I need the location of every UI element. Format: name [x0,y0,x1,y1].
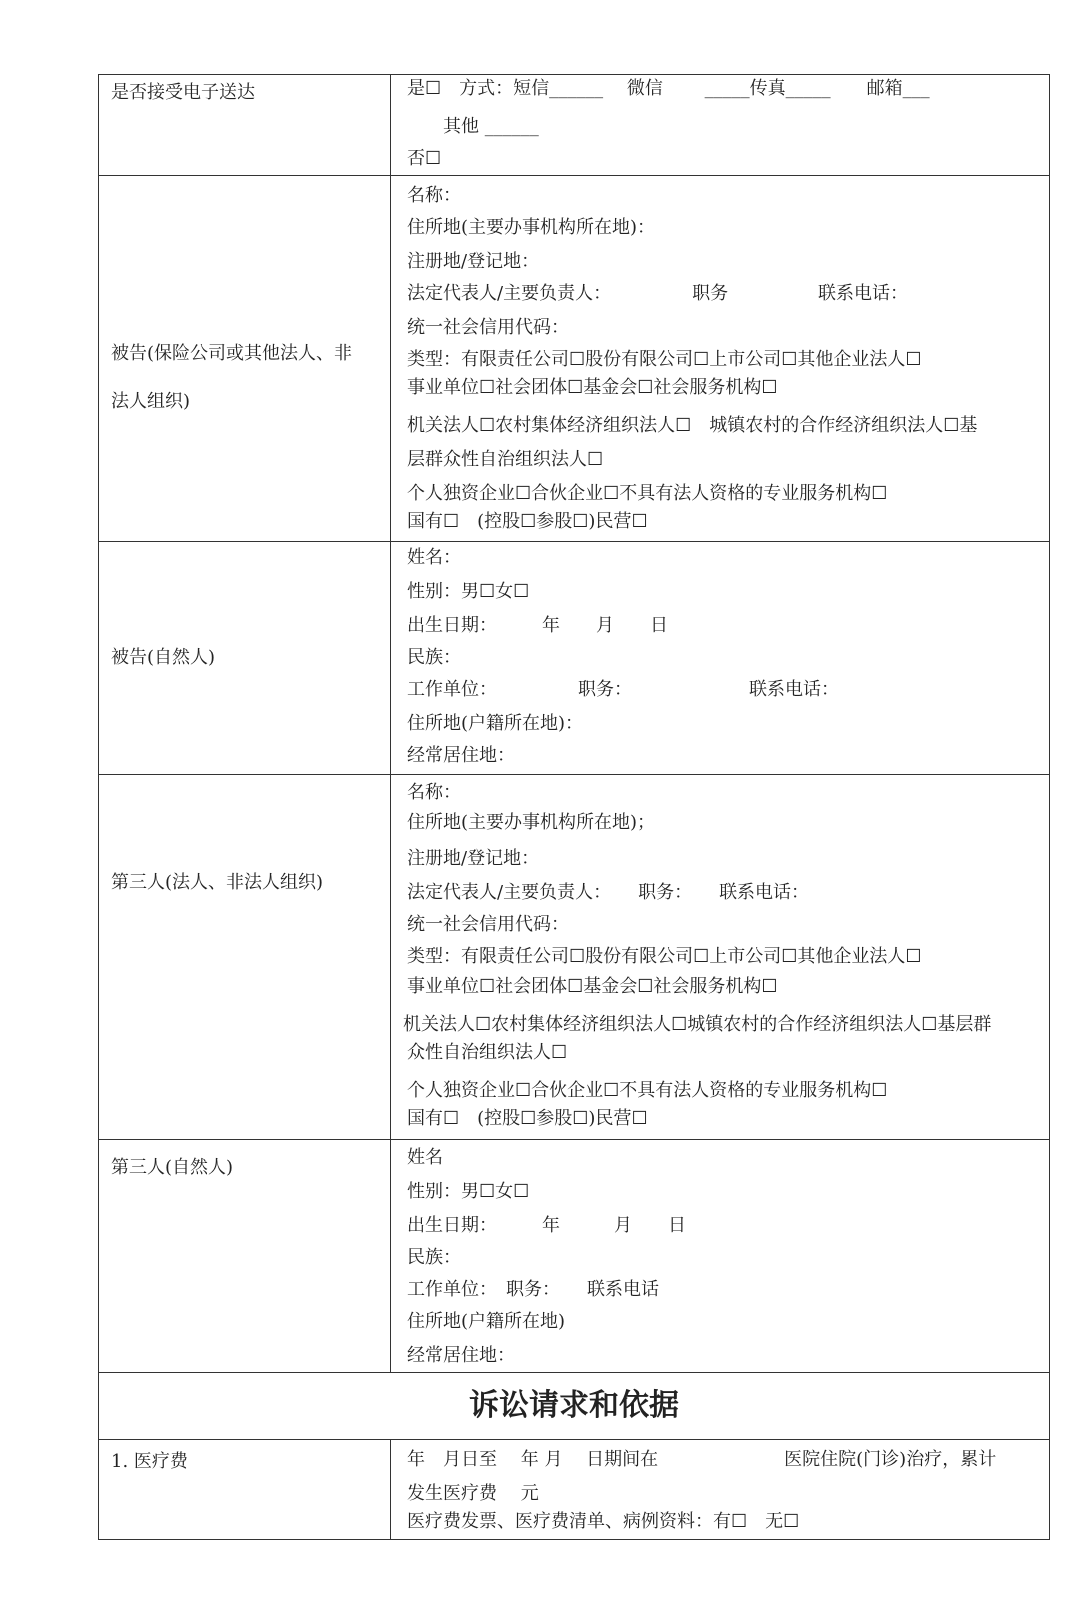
form-line: 机关法人☐农村集体经济组织法人☐城镇农村的合作经济组织法人☐基层群 [403,1014,992,1035]
form-line: 国有☐ (控股☐参股☐)民营☐ [407,511,648,532]
form-line: 事业单位☐社会团体☐基金会☐社会服务机构☐ [407,377,778,398]
form-line: 民族： [407,1247,461,1268]
form-line: 统一社会信用代码： [407,317,569,338]
form-line: 姓名 [407,1147,443,1168]
form-line: 法定代表人/主要负责人： 职务 联系电话： [407,283,909,304]
content-cell [391,1140,1050,1373]
e-delivery-other-line: 其他 ______ [407,116,539,137]
form-line: 机关法人☐农村集体经济组织法人☐ 城镇农村的合作经济组织法人☐基 [407,415,978,436]
form-line: 统一社会信用代码： [407,914,569,935]
form-line: 类型：有限责任公司☐股份有限公司☐上市公司☐其他企业法人☐ [407,946,922,967]
complaint-form-table [98,74,1050,1540]
form-line: 事业单位☐社会团体☐基金会☐社会服务机构☐ [407,976,778,997]
form-line: 医疗费发票、医疗费清单、病例资料：有☐ 无☐ [407,1511,800,1532]
form-line: 个人独资企业☐合伙企业☐不具有法人资格的专业服务机构☐ [407,483,888,504]
form-line: 发生医疗费 元 [407,1483,539,1504]
form-line: 出生日期： 年 月 日 [407,615,668,636]
label-cell [99,1440,391,1540]
row-e-delivery [99,75,1050,176]
form-line: 住所地(主要办事机构所在地)； [407,812,656,833]
form-line: 众性自治组织法人☐ [407,1042,568,1063]
label-cell [99,1140,391,1373]
form-line: 经常居住地： [407,745,515,766]
row-section-title [99,1373,1050,1440]
section-title-cell [99,1373,1050,1440]
form-line: 名称： [407,185,461,206]
form-line: 住所地(户籍所在地)： [407,713,584,734]
row-defendant-org [99,176,1050,542]
e-delivery-no-line: 否☐ [407,148,442,169]
content-cell [391,75,1050,176]
label-third-party-person: 第三人(自然人) [111,1157,234,1178]
form-line: 注册地/登记地： [407,251,540,272]
label-medical-expenses: 1. 医疗费 [111,1451,188,1472]
label-defendant-org-2: 法人组织) [111,391,191,412]
content-cell [391,775,1050,1140]
row-defendant-person [99,542,1050,775]
content-cell [391,1440,1050,1540]
form-line: 住所地(户籍所在地) [407,1311,566,1332]
e-delivery-options-line: 是☐ 方式：短信______ 微信 _____传真_____ 邮箱___ [407,78,930,99]
row-medical-expenses [99,1440,1050,1540]
label-e-delivery: 是否接受电子送达 [111,82,255,103]
label-cell [99,542,391,775]
label-cell [99,75,391,176]
content-cell [391,176,1050,542]
form-line: 性别：男☐女☐ [407,581,530,602]
form-line: 法定代表人/主要负责人： 职务： 联系电话： [407,882,810,903]
section-title: 诉讼请求和依据 [469,1388,679,1423]
form-line: 国有☐ (控股☐参股☐)民营☐ [407,1108,648,1129]
label-cell [99,176,391,542]
form-line: 出生日期： 年 月 日 [407,1215,686,1236]
form-line: 经常居住地： [407,1345,515,1366]
form-line: 类型：有限责任公司☐股份有限公司☐上市公司☐其他企业法人☐ [407,349,922,370]
form-line: 工作单位： 职务： 联系电话 [407,1279,659,1300]
form-line: 年 月日至 年 月 日期间在 医院住院(门诊)治疗，累计 [407,1449,997,1470]
form-line: 名称： [407,782,461,803]
form-line: 个人独资企业☐合伙企业☐不具有法人资格的专业服务机构☐ [407,1080,888,1101]
row-third-party-org [99,775,1050,1140]
form-line: 住所地(主要办事机构所在地)： [407,217,656,238]
form-line: 层群众性自治组织法人☐ [407,449,604,470]
label-third-party-org: 第三人(法人、非法人组织) [111,872,324,893]
content-cell [391,542,1050,775]
label-defendant-person: 被告(自然人) [111,647,216,668]
row-third-party-person [99,1140,1050,1373]
form-line: 民族： [407,647,461,668]
label-defendant-org-1: 被告(保险公司或其他法人、非 [111,343,353,364]
form-line: 姓名： [407,547,461,568]
label-cell [99,775,391,1140]
form-line: 注册地/登记地： [407,848,540,869]
form-line: 性别：男☐女☐ [407,1181,530,1202]
form-line: 工作单位： 职务： 联系电话： [407,679,839,700]
